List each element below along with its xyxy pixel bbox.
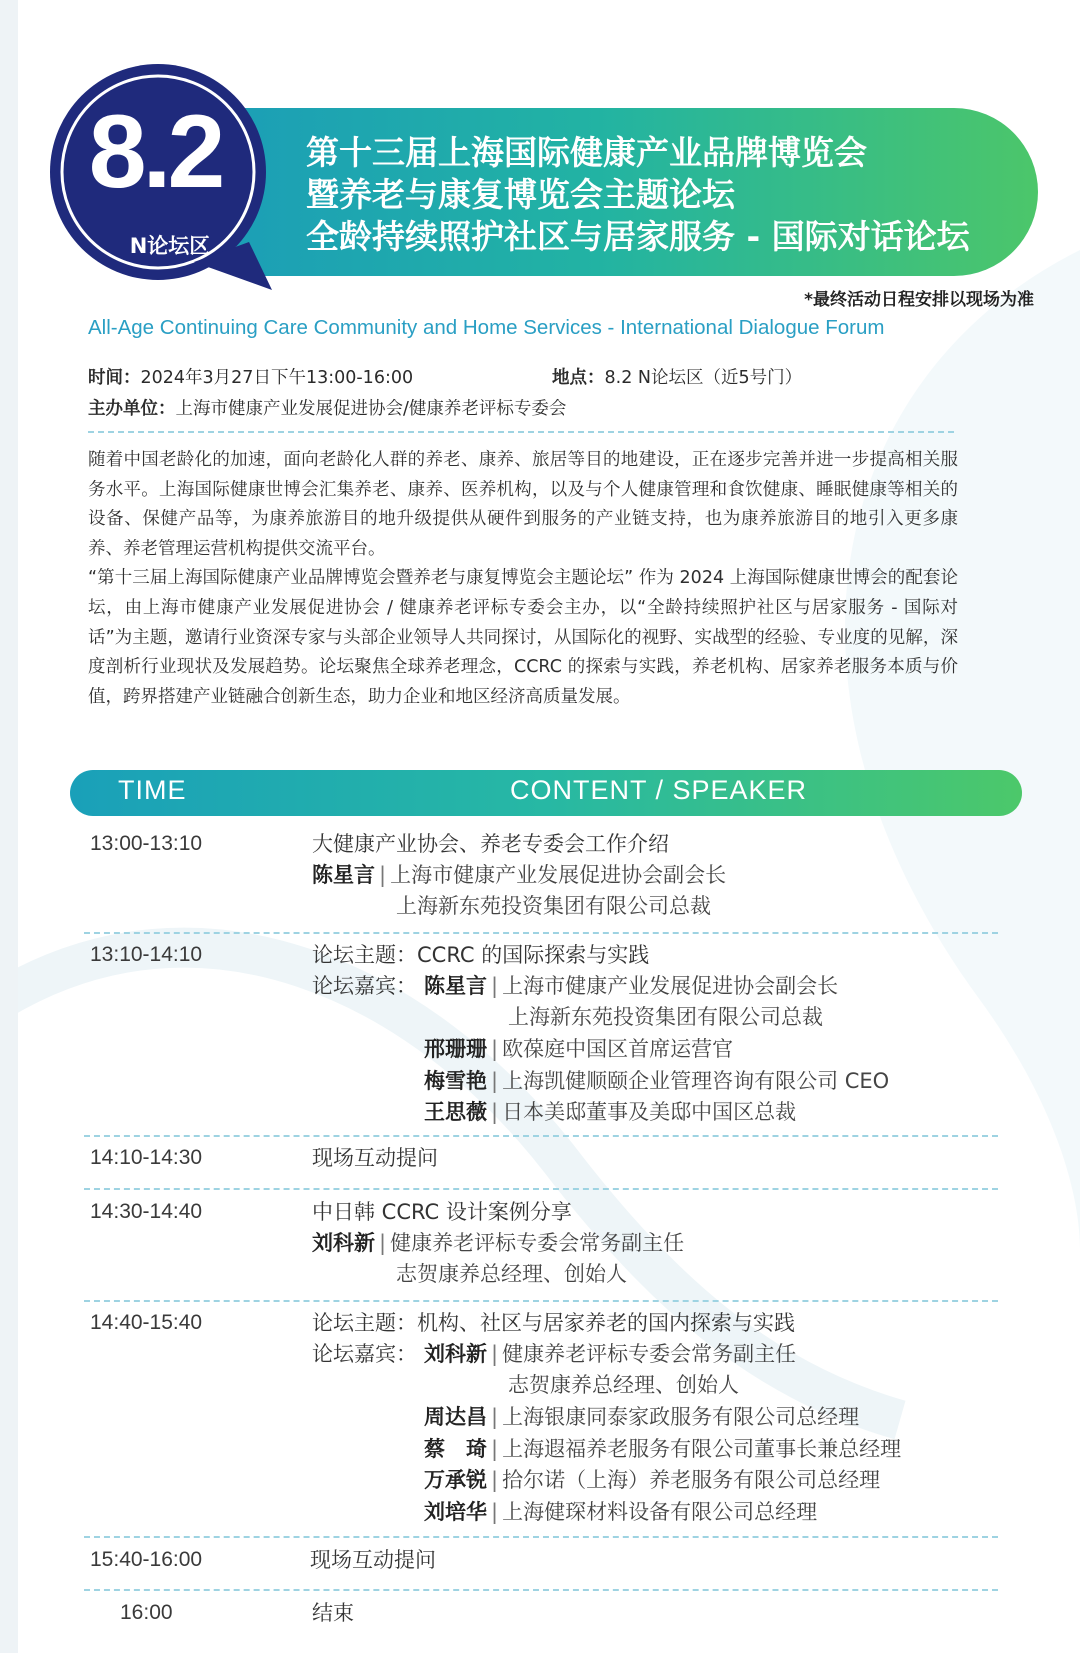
guest-role: 志贺康养总经理、创始人 (508, 1373, 739, 1397)
topic: 机构、社区与居家养老的国内探索与实践 (417, 1311, 795, 1335)
speaker-role: 健康养老评标专委会常务副主任 (390, 1231, 685, 1255)
row-time: 14:40-15:40 (90, 1311, 203, 1334)
intro-paragraph-1: 随着中国老龄化的加速，面向老龄化人群的养老、康养、旅居等目的地建设，正在逐步完善并进一步提高相关服务水平。上海国际健康世博会汇集养老、康养、医养机构，以及与个人健康管理和食饮健康、睡眠健康等相关的设备、保健产品等，为康养旅游目的地升级提供从硬件到服务的产业链支持，也为康养旅游目的地引入更多康养、养老管理运营机构提供交流平台。 (88, 450, 958, 559)
event-time (88, 364, 413, 389)
time-column-header: TIME (118, 775, 187, 805)
topic-label: 论坛主题： (312, 943, 417, 967)
schedule-note: *最终活动日程安排以现场为准 (804, 290, 1034, 310)
guest-name: 刘培华 (424, 1500, 487, 1524)
badge-date: 8.2 (88, 94, 222, 210)
topic-label: 论坛主题： (312, 1311, 417, 1335)
guests-label: 论坛嘉宾： (312, 974, 417, 998)
separator: | (379, 1231, 387, 1255)
speaker-line (312, 860, 726, 891)
guests-label: 论坛嘉宾： (312, 1342, 417, 1366)
speaker-line (312, 1228, 684, 1259)
host-label: 主办单位： (88, 399, 176, 419)
place-value: 8.2 N论坛区（近5号门） (604, 368, 803, 388)
separator: | (491, 1437, 499, 1461)
row-time: 13:10-14:10 (90, 943, 203, 966)
row-title: 大健康产业协会、养老专委会工作介绍 (312, 832, 669, 856)
separator: | (491, 1468, 499, 1492)
guest-name: 陈星言 (424, 974, 487, 998)
guest-name: 刘科新 (424, 1342, 487, 1366)
separator: | (491, 974, 499, 998)
guest-role: 上海健琛材料设备有限公司总经理 (502, 1500, 818, 1524)
time-label: 时间： (88, 368, 141, 388)
guest-line (424, 1034, 733, 1065)
speaker-role: 上海市健康产业发展促进协会副会长 (390, 863, 727, 887)
title (306, 132, 1026, 258)
divider (84, 1589, 998, 1591)
separator: | (491, 1405, 499, 1429)
guest-role: 日本美邸董事及美邸中国区总裁 (502, 1100, 797, 1124)
event-host (88, 395, 566, 420)
row-time: 14:10-14:30 (90, 1146, 203, 1169)
separator: | (491, 1037, 499, 1061)
topic-line (312, 940, 649, 971)
separator: | (491, 1342, 499, 1366)
guest-role: 上海新东苑投资集团有限公司总裁 (508, 1005, 823, 1029)
guest-name: 梅雪艳 (424, 1069, 487, 1093)
intro-paragraph-2: “第十三届上海国际健康产业品牌博览会暨养老与康复博览会主题论坛” 作为 2024 上海国际健康世博会的配套论坛，由上海市健康产业发展促进协会 / 健康养老评标专委会主办，以“全龄持续照护社区与居家服务 - 国际对话”为主题，邀请行业资深专家与头部企业领导人共同探讨，从国际化的视野、实战型的经验、专业度的见解，深度剖析行业现状及发展趋势。论坛聚焦全球养老理念，CCRC 的探索与实践，养老机构、居家养老服务本质与价值，跨界搭建产业链融合创新生态，助力企业和地区经济高质量发展。 (88, 568, 958, 707)
guest-name: 万承锐 (424, 1468, 487, 1492)
row-time: 16:00 (120, 1601, 173, 1624)
host-value: 上海市健康产业发展促进协会/健康养老评标专委会 (175, 399, 567, 419)
english-subtitle: All-Age Continuing Care Community and Home Services - International Dialogue Forum (88, 316, 885, 339)
divider (84, 1300, 998, 1302)
row-time: 15:40-16:00 (90, 1548, 203, 1571)
title-line-1: 第十三届上海国际健康产业品牌博览会 (306, 133, 867, 172)
separator: | (491, 1500, 499, 1524)
divider (88, 431, 954, 433)
guest-line (424, 971, 838, 1002)
divider (84, 1536, 998, 1538)
row-time: 13:00-13:10 (90, 832, 203, 855)
guest-role: 上海市健康产业发展促进协会副会长 (502, 974, 839, 998)
speaker-name: 陈星言 (312, 863, 375, 887)
divider (84, 1188, 998, 1190)
row-title: 现场互动提问 (312, 1146, 438, 1170)
row-title: 中日韩 CCRC 设计案例分享 (312, 1200, 572, 1224)
event-place (552, 364, 802, 389)
topic: CCRC 的国际探索与实践 (417, 943, 650, 967)
divider (84, 1135, 998, 1137)
place-label: 地点： (552, 368, 605, 388)
guest-role: 健康养老评标专委会常务副主任 (502, 1342, 797, 1366)
guest-line (424, 1402, 859, 1433)
guest-line (424, 1097, 796, 1128)
row-title: 现场互动提问 (310, 1548, 436, 1572)
guest-line (424, 1497, 817, 1528)
topic-line (312, 1308, 795, 1339)
guest-line (424, 1066, 889, 1097)
guest-role: 上海遐福养老服务有限公司董事长兼总经理 (502, 1437, 902, 1461)
speaker-name: 刘科新 (312, 1231, 375, 1255)
row-time: 14:30-14:40 (90, 1200, 203, 1223)
separator: | (491, 1069, 499, 1093)
guest-role: 上海凯健顺颐企业管理咨询有限公司 CEO (502, 1069, 890, 1093)
title-line-3: 全龄持续照护社区与居家服务 - 国际对话论坛 (306, 217, 970, 256)
guest-name: 王思薇 (424, 1100, 487, 1124)
guest-line (424, 1434, 901, 1465)
separator: | (491, 1100, 499, 1124)
guest-role: 上海银康同泰家政服务有限公司总经理 (502, 1405, 860, 1429)
guest-name: 蔡 琦 (424, 1437, 487, 1461)
guest-line (424, 1339, 796, 1370)
time-value: 2024年3月27日下午13:00-16:00 (140, 368, 414, 388)
badge-area: N论坛区 (129, 234, 211, 258)
guest-line (424, 1465, 880, 1496)
guest-role: 欧葆庭中国区首席运营官 (502, 1037, 734, 1061)
intro-text (88, 446, 958, 712)
speaker-role: 志贺康养总经理、创始人 (396, 1262, 627, 1286)
separator: | (379, 863, 387, 887)
title-line-2: 暨养老与康复博览会主题论坛 (306, 175, 735, 214)
divider (84, 932, 998, 934)
content-column-header: CONTENT / SPEAKER (510, 775, 808, 805)
row-title: 结束 (312, 1601, 354, 1625)
speaker-role: 上海新东苑投资集团有限公司总裁 (396, 894, 711, 918)
guest-role: 拾尔诺（上海）养老服务有限公司总经理 (502, 1468, 881, 1492)
guest-name: 周达昌 (424, 1405, 487, 1429)
guest-name: 邢珊珊 (424, 1037, 487, 1061)
